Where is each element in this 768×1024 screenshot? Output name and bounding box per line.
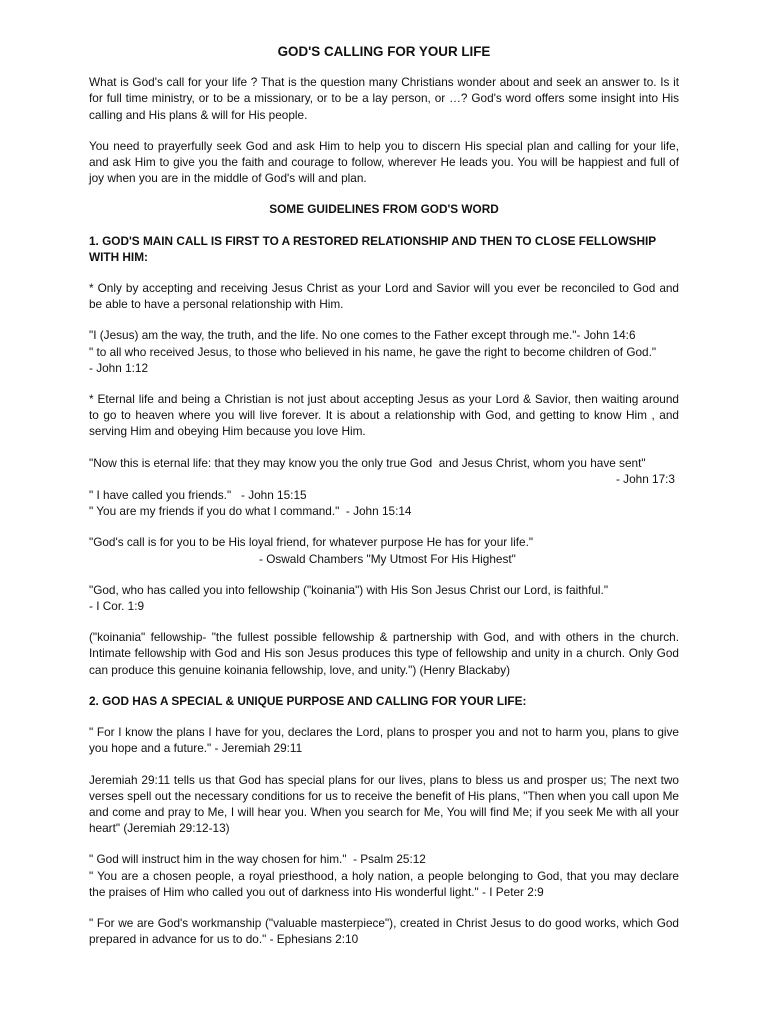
psalm-peter-block — [89, 851, 679, 900]
john-quotes-block — [89, 327, 679, 376]
quote-ephesians-2-10: " For we are God's workmanship ("valuable masterpiece"), created in Christ Jesus to do good works, which God prepared in advance for us to do." - Ephesians 2:10 — [89, 915, 679, 947]
jeremiah-explanation: Jeremiah 29:11 tells us that God has special plans for our lives, plans to bless us and prosper us; The next two verses spell out the necessary conditions for us to receive the benefit of His plans, "Then when you call upon Me and come and pray to Me, I will hear you. When you search for Me, You will find Me; if you seek Me with all your heart" (Jeremiah 29:12-13) — [89, 772, 679, 836]
quote-oswald-chambers: "God's call is for you to be His loyal friend, for whatever purpose He has for your life." — [89, 535, 534, 550]
section-1-heading: 1. GOD'S MAIN CALL IS FIRST TO A RESTORED RELATIONSHIP AND THEN TO CLOSE FELLOWSHIP WITH HIM: — [89, 233, 656, 264]
section-2-heading: 2. GOD HAS A SPECIAL & UNIQUE PURPOSE AND CALLING FOR YOUR LIFE: — [89, 693, 527, 708]
quote-john-17-3: "Now this is eternal life: that they may know you the only true God and Jesus Christ, whom you have sent" — [89, 455, 646, 470]
intro-paragraph-1: What is God's call for your life ? That is the question many Christians wonder about and seek an answer to. Is it for full time ministry, or to be a missionary, or to be a lay person, or …? God's word offers some insight into His calling and His plans & will for His people. — [89, 75, 679, 122]
document-title: GOD'S CALLING FOR YOUR LIFE — [277, 44, 491, 59]
quote-john-15-14: " You are my friends if you do what I command." - John 15:14 — [89, 504, 412, 519]
quote-1-cor-1-9-ref: - I Cor. 1:9 — [89, 599, 145, 614]
quote-1-peter-2-9: " You are a chosen people, a royal priesthood, a holy nation, a people belonging to God, that you may declare the praises of Him who called you out of darkness into His wonderful light." - I Peter 2:9 — [89, 868, 679, 899]
chambers-block — [89, 534, 679, 566]
quote-oswald-chambers-ref: - Oswald Chambers "My Utmost For His Highest" — [259, 551, 516, 566]
quote-john-14-6: "I (Jesus) am the way, the truth, and the life. No one comes to the Father except through me."- John 14:6 — [89, 328, 636, 343]
quote-john-15-15: " I have called you friends." - John 15:15 — [89, 488, 307, 503]
quote-john-1-12-ref: - John 1:12 — [89, 360, 149, 375]
section-1-paragraph-2: * Eternal life and being a Christian is not just about accepting Jesus as your Lord & Savior, then waiting around to go to heaven where you will live forever. It is about a relationship with God, and getting to know Him , and serving Him and obeying Him because you love Him. — [89, 392, 679, 439]
quote-john-1-12: " to all who received Jesus, to those who believed in his name, he gave the right to become children of God." — [89, 344, 657, 359]
john-17-block — [89, 455, 679, 520]
quote-psalm-25-12: " God will instruct him in the way chosen for him." - Psalm 25:12 — [89, 852, 426, 867]
quote-john-17-3-ref: - John 17:3 — [615, 471, 675, 486]
quote-jeremiah-29-11: " For I know the plans I have for you, declares the Lord, plans to prosper you and not to harm you, plans to give you hope and a future." - Jeremiah 29:11 — [89, 725, 679, 756]
section-1-paragraph-1: * Only by accepting and receiving Jesus Christ as your Lord and Savior will you ever be reconciled to God and be able to have a personal relationship with Him. — [89, 281, 679, 312]
document-page — [89, 36, 679, 962]
quote-1-cor-1-9: "God, who has called you into fellowship ("koinania") with His Son Jesus Christ our Lord, is faithful." — [89, 582, 609, 597]
guidelines-heading: SOME GUIDELINES FROM GOD'S WORD — [269, 202, 499, 217]
corinthians-block — [89, 582, 679, 614]
koinania-paragraph: ("koinania" fellowship- "the fullest possible fellowship & partnership with God, and with others in the church. Intimate fellowship with God and His son Jesus produces this type of fellowship and unity in a church. Only God can produce this genuine koinania fellowship, love, and unity.") (Henry Blackaby) — [89, 630, 679, 677]
intro-paragraph-2: You need to prayerfully seek God and ask Him to help you to discern His special plan and calling for your life, and ask Him to give you the faith and courage to follow, wherever He leads you. You will be happiest and full of joy when you are in the middle of God's will and plan. — [89, 138, 679, 186]
